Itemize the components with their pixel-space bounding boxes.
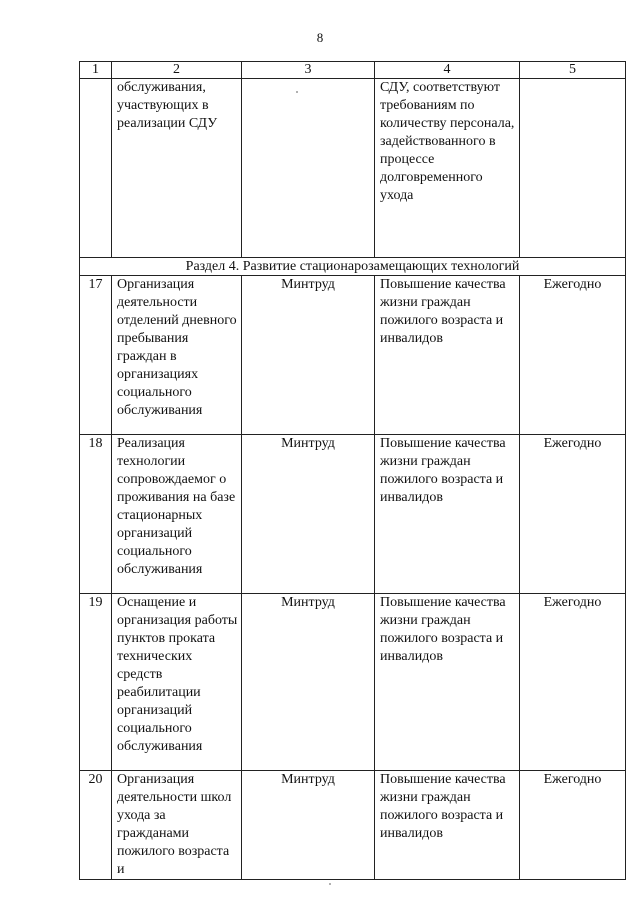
- row-executor: Минтруд: [242, 771, 375, 880]
- section-title: Раздел 4. Развитие стационарозамещающих технологий: [80, 258, 626, 276]
- continuation-name-cell: обслуживания, участвующих в реализации СДУ: [112, 79, 242, 258]
- continuation-executor-cell: [242, 79, 375, 258]
- header-col-1: 1: [80, 62, 112, 79]
- row-number: 19: [80, 594, 112, 771]
- row-executor: Минтруд: [242, 594, 375, 771]
- table-row: [80, 276, 626, 435]
- row-measure-name: Реализация технологии сопровождаемог о проживания на базе стационарных организаций социального обслуживания: [112, 435, 242, 594]
- header-col-5: 5: [520, 62, 626, 79]
- continuation-row: [80, 79, 626, 258]
- header-col-4: 4: [375, 62, 520, 79]
- row-number: 18: [80, 435, 112, 594]
- row-term: Ежегодно: [520, 276, 626, 435]
- table-header-row: [80, 62, 626, 79]
- row-expected-result: Повышение качества жизни граждан пожилого возраста и инвалидов: [375, 435, 520, 594]
- row-number: 20: [80, 771, 112, 880]
- continuation-num-cell: [80, 79, 112, 258]
- row-expected-result: Повышение качества жизни граждан пожилого возраста и инвалидов: [375, 594, 520, 771]
- row-measure-name: Оснащение и организация работы пунктов проката технических средств реабилитации организаций социального обслуживания: [112, 594, 242, 771]
- row-measure-name: Организация деятельности школ ухода за гражданами пожилого возраста и: [112, 771, 242, 880]
- row-term: Ежегодно: [520, 435, 626, 594]
- scan-speck: [329, 883, 331, 885]
- row-term: Ежегодно: [520, 594, 626, 771]
- table-row: [80, 435, 626, 594]
- row-expected-result: Повышение качества жизни граждан пожилого возраста и инвалидов: [375, 771, 520, 880]
- row-term: Ежегодно: [520, 771, 626, 880]
- measures-table: [79, 61, 626, 880]
- continuation-result-cell: СДУ, соответствуют требованиям по количеству персонала, задействованного в процессе долговременного ухода: [375, 79, 520, 258]
- scan-speck: [296, 91, 298, 93]
- continuation-term-cell: [520, 79, 626, 258]
- row-expected-result: Повышение качества жизни граждан пожилого возраста и инвалидов: [375, 276, 520, 435]
- page-number: 8: [316, 30, 324, 45]
- row-measure-name: Организация деятельности отделений дневного пребывания граждан в организациях социального обслуживания: [112, 276, 242, 435]
- row-executor: Минтруд: [242, 435, 375, 594]
- table-row: [80, 771, 626, 880]
- header-col-2: 2: [112, 62, 242, 79]
- row-executor: Минтруд: [242, 276, 375, 435]
- table-row: [80, 594, 626, 771]
- row-number: 17: [80, 276, 112, 435]
- header-col-3: 3: [242, 62, 375, 79]
- section-row: [80, 258, 626, 276]
